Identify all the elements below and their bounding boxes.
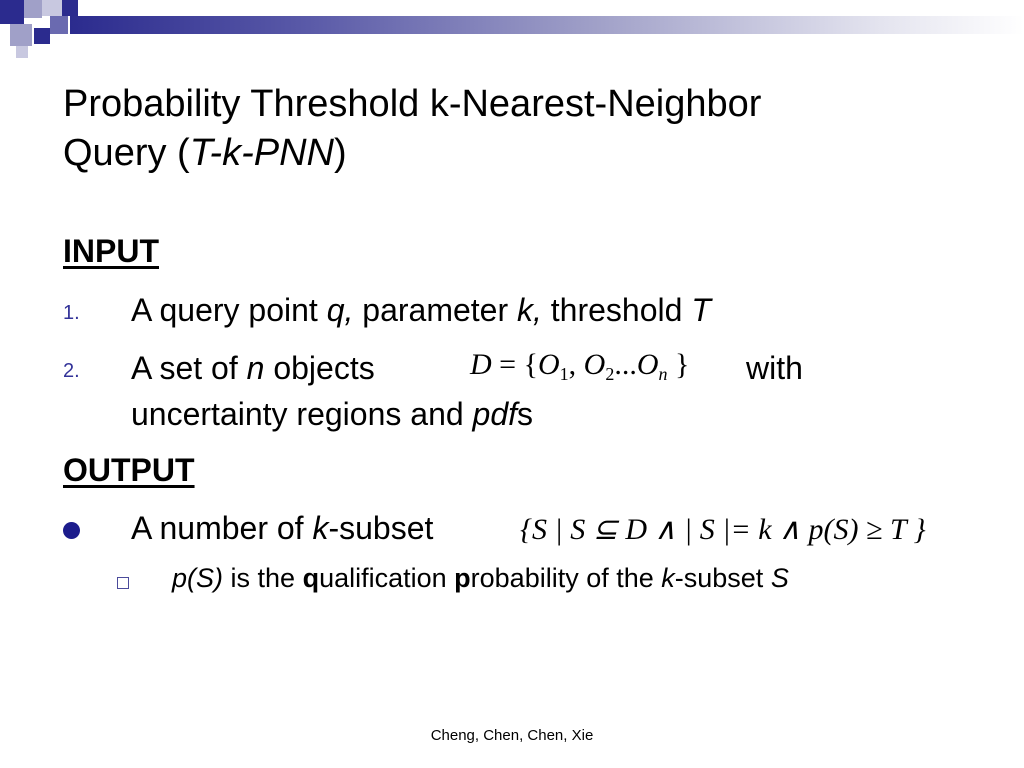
item1-text-c: threshold bbox=[541, 292, 692, 328]
item2-with: with bbox=[746, 350, 803, 386]
item2-text-b: objects bbox=[264, 350, 375, 386]
title-italic: T-k-PNN bbox=[189, 132, 334, 174]
item2-text-a: A set of bbox=[131, 350, 247, 386]
output-text-a: A number of bbox=[131, 510, 313, 546]
formula-sub-n: n bbox=[658, 364, 668, 384]
title-line-2 bbox=[63, 129, 963, 178]
deco-square bbox=[50, 16, 68, 34]
formula-D: D bbox=[470, 348, 492, 381]
deco-square bbox=[10, 24, 32, 46]
deco-square bbox=[0, 0, 24, 24]
item2-s: s bbox=[517, 396, 534, 432]
deco-square bbox=[42, 0, 62, 16]
formula-O2: O bbox=[583, 348, 606, 381]
set-formula bbox=[470, 348, 689, 385]
item2-line2-text: uncertainty regions and bbox=[131, 396, 473, 432]
item1-q: q, bbox=[326, 292, 354, 328]
title-suffix: ) bbox=[333, 132, 347, 174]
output-item bbox=[131, 510, 433, 547]
deco-square bbox=[16, 46, 28, 58]
deco-square bbox=[62, 0, 78, 16]
input-item-2-line-2 bbox=[131, 396, 533, 433]
formula-sub-2: 2 bbox=[605, 364, 615, 384]
sub-p-bold: p bbox=[454, 563, 471, 593]
footer-authors: Cheng, Chen, Chen, Xie bbox=[430, 727, 594, 744]
sub-text-3: robability of the bbox=[470, 563, 662, 593]
item1-text-b: parameter bbox=[353, 292, 517, 328]
hollow-square-bullet-icon bbox=[117, 577, 129, 589]
sub-text-1: is the bbox=[223, 563, 303, 593]
output-k: k bbox=[312, 510, 329, 546]
item2-pdf: pdf bbox=[472, 396, 518, 432]
subset-formula: {S | S ⊆ D ∧ | S |= k ∧ p(S) ≥ T } bbox=[520, 513, 926, 546]
formula-On: O bbox=[636, 348, 659, 381]
sub-q-bold: q bbox=[302, 563, 320, 593]
input-item-2-line-1 bbox=[131, 350, 375, 387]
sub-S: S bbox=[770, 563, 789, 593]
item-number-2: 2. bbox=[63, 360, 80, 382]
sub-pS: p(S) bbox=[172, 563, 224, 593]
deco-square bbox=[34, 28, 50, 44]
item1-text-a: A query point bbox=[131, 292, 327, 328]
deco-square bbox=[24, 0, 42, 18]
title-prefix: Query ( bbox=[63, 132, 190, 174]
formula-comma: , bbox=[568, 348, 584, 381]
sub-k: k bbox=[661, 563, 675, 593]
item1-k: k, bbox=[517, 292, 542, 328]
formula-close: } bbox=[667, 348, 690, 381]
formula-sub-1: 1 bbox=[559, 364, 569, 384]
formula-O1: O bbox=[538, 348, 560, 381]
header-decoration bbox=[0, 0, 1024, 60]
bullet-icon bbox=[63, 522, 80, 539]
slide-title bbox=[63, 80, 963, 178]
sub-text-2: ualification bbox=[319, 563, 455, 593]
header-gradient-bar bbox=[70, 16, 1024, 34]
input-item-1 bbox=[131, 292, 711, 329]
item2-n: n bbox=[246, 350, 265, 386]
item-number-1: 1. bbox=[63, 302, 80, 324]
formula-eq: = { bbox=[491, 348, 538, 381]
output-heading: OUTPUT bbox=[63, 452, 195, 488]
sub-item bbox=[172, 563, 789, 594]
formula-dots: ... bbox=[614, 348, 637, 381]
item1-T: T bbox=[691, 292, 711, 328]
sub-text-4: -subset bbox=[674, 563, 771, 593]
output-text-b: -subset bbox=[328, 510, 434, 546]
title-line-1: Probability Threshold k-Nearest-Neighbor bbox=[63, 83, 762, 125]
input-heading: INPUT bbox=[63, 233, 159, 269]
